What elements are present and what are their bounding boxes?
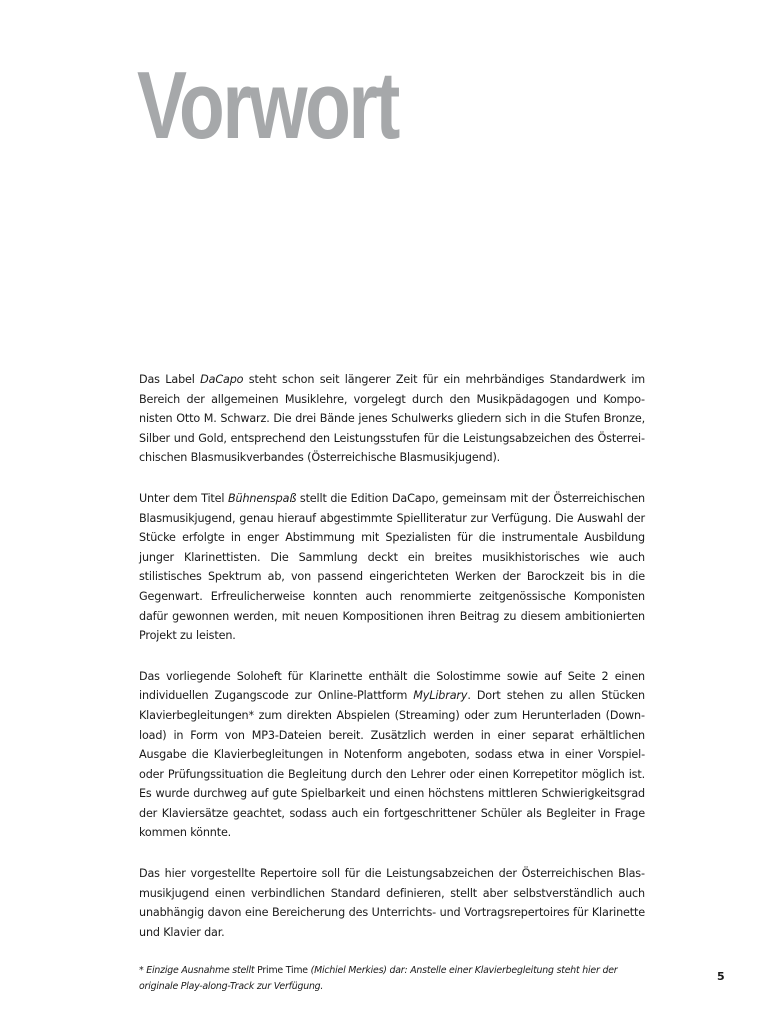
paragraph-2-text-a: Unter dem Titel: [139, 491, 228, 505]
series-title-buehnenspass: Bühnenspaß: [227, 491, 297, 505]
footnote: [139, 963, 645, 994]
paragraph-1-text-a: Das Label: [139, 373, 201, 386]
footnote-text-b: (Michiel Merkies) dar: Anstelle einer Klavierbegleitung steht hier der originale Play-along-Track zur Verfügung.: [139, 965, 618, 992]
paragraph-1-text-b: steht schon seit längerer Zeit für ein mehrbändiges Standardwerk im Bereich der allgemeinen Musiklehre, vorgelegt durch den Musikpädagogen und Komponisten Otto M. Schwarz. Die drei Bände jenes Schulwerks gliedern sich in die Stufen Bronze, Silber und Gold, entsprechend den Leistungsstufen für die Leistungsabzeichen des Österreichischen Blasmusikverbandes (Österreichische Blasmusikjugend).: [139, 373, 645, 465]
paragraph-3: [139, 667, 645, 843]
body-text: [139, 370, 645, 994]
platform-name-mylibrary: MyLibrary: [413, 689, 468, 703]
page-title: Vorwort: [137, 52, 398, 159]
paragraph-3-text-a: Das vorliegende Soloheft für Klarinette enthält die Solostimme sowie auf Seite 2 einen individuellen Zugangscode zur Online-Plattform: [139, 669, 645, 703]
brand-name-dacapo: DaCapo: [200, 373, 244, 386]
page-number: 5: [717, 970, 725, 983]
paragraph-3-text-b: . Dort stehen zu allen Stücken Klavierbegleitungen* zum direkten Abspielen (Streaming) oder zum Herunterladen (Download) in Form von MP3-Dateien bereit. Zusätzlich werden in einer separat erhältlichen Ausgabe die Klavierbegleitungen in Notenform angeboten, sodass etwa in einer Vorspiel- oder Prüfungssituation die Begleitung durch den Lehrer oder einen Korrepetitor möglich ist. Es wurde durchweg auf gute Spielbarkeit und einen höchstens mittleren Schwierigkeitsgrad der Klaviersätze geachtet, sodass auch ein fortgeschrittener Schüler als Begleiter in Frage kommen könnte.: [139, 689, 645, 840]
paragraph-2: [139, 489, 645, 646]
footnote-piece-title: Prime Time: [257, 965, 308, 977]
paragraph-2-text-b: stellt die Edition DaCapo, gemeinsam mit der Österreichischen Blasmusikjugend, genau hierauf abgestimmte Spielliteratur zur Verfügung. Die Auswahl der Stücke erfolgte in enger Abstimmung mit Spezialisten für die instrumentale Ausbildung junger Klarinettisten. Die Sammlung deckt ein breites musikhistorisches wie auch stilistisches Spektrum ab, von passend eingerichteten Werken der Barockzeit bis in die Gegenwart. Erfreulicherweise konnten auch renommierte zeitgenössische Komponisten dafür gewonnen werden, mit neuen Kompositionen ihren Beitrag zu diesem ambitionierten Projekt zu leisten.: [139, 491, 645, 643]
paragraph-4: Das hier vorgestellte Repertoire soll für die Leistungsabzeichen der Österreichischen Blasmusikjugend einen verbindlichen Standard definieren, stellt aber selbstverständlich auch unabhängig davon eine Bereicherung des Unterrichts- und Vortragsrepertoires für Klarinette und Klavier dar.: [139, 867, 645, 939]
paragraph-1: [139, 370, 645, 468]
footnote-text-a: * Einzige Ausnahme stellt: [139, 965, 258, 977]
